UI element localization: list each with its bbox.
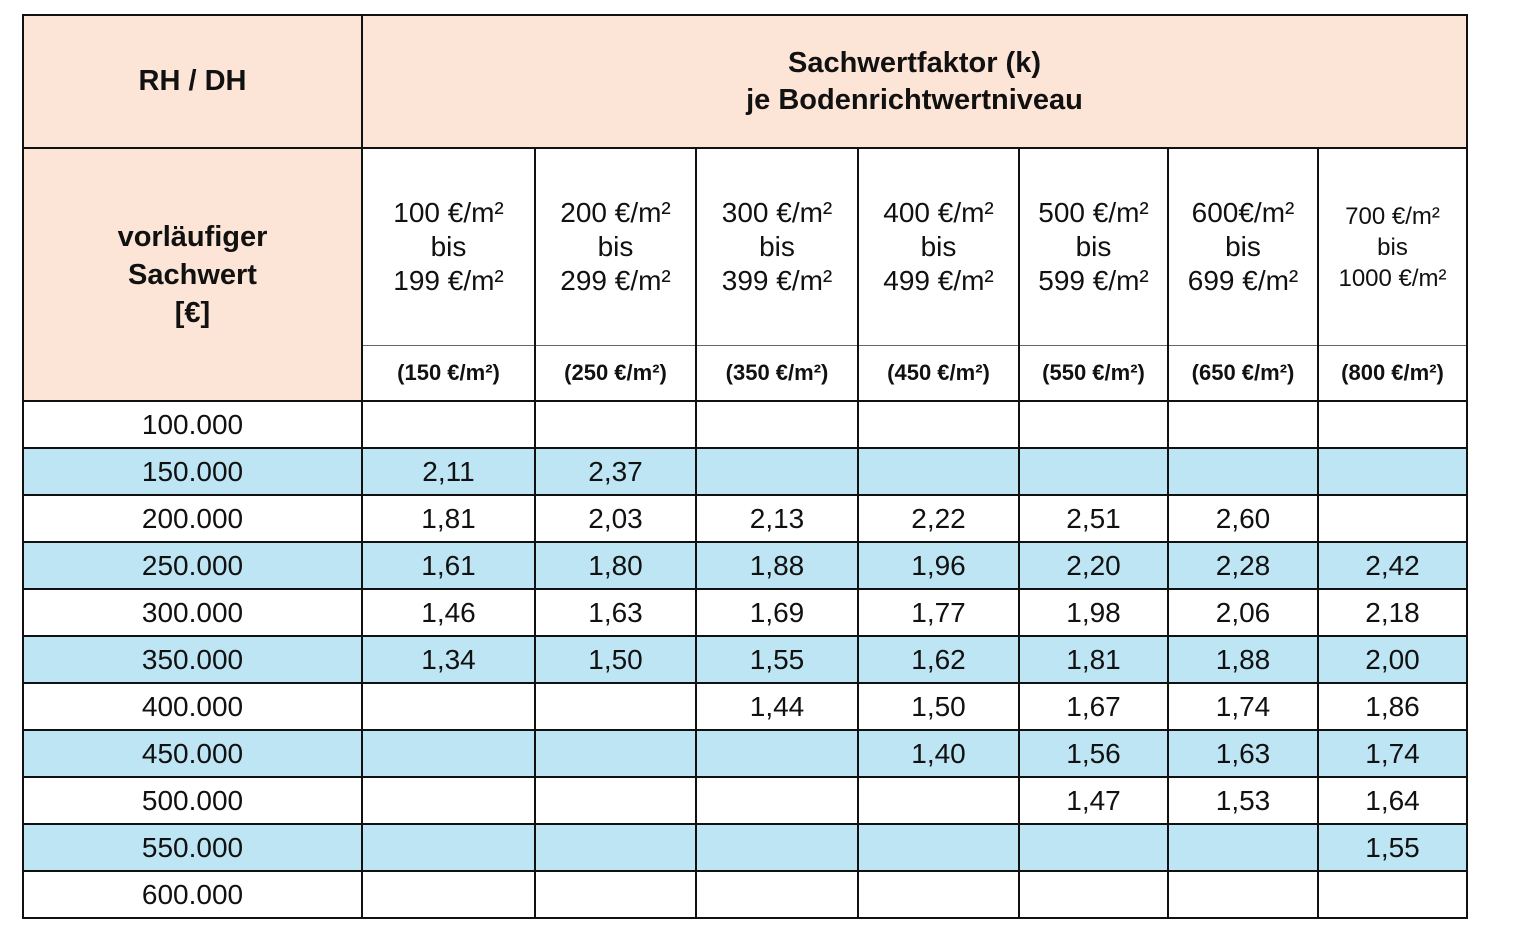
sachwert-row-label: 300.000 [23,589,362,636]
range-bis: bis [1377,233,1408,261]
factor-cell: 1,81 [1019,636,1168,683]
table-title [362,15,1467,148]
column-mid-value: (800 €/m²) [1318,346,1467,402]
factor-cell: 2,22 [858,495,1019,542]
factor-cell [1318,871,1467,918]
table-row [23,683,1467,730]
factor-cell: 2,51 [1019,495,1168,542]
factor-cell: 1,46 [362,589,535,636]
range-bis: bis [1075,231,1112,262]
factor-cell: 2,13 [696,495,858,542]
factor-cell: 1,55 [696,636,858,683]
table-row [23,777,1467,824]
vorlaeufiger-sachwert-header [23,148,362,401]
column-range-header [1168,148,1318,346]
factor-cell: 1,62 [858,636,1019,683]
sachwertfaktor-table-wrapper [22,14,1468,919]
factor-cell: 2,37 [535,448,696,495]
column-range-header [696,148,858,346]
factor-cell [535,730,696,777]
factor-cell [362,871,535,918]
sachwert-row-label: 100.000 [23,401,362,448]
factor-cell [1168,401,1318,448]
factor-cell: 2,03 [535,495,696,542]
table-row [23,448,1467,495]
factor-cell: 1,88 [696,542,858,589]
factor-cell [696,824,858,871]
factor-cell [362,824,535,871]
sachwert-row-label: 200.000 [23,495,362,542]
factor-cell [1168,448,1318,495]
range-bis: bis [430,231,467,262]
sachwert-row-label: 500.000 [23,777,362,824]
factor-cell: 1,63 [535,589,696,636]
factor-cell [535,871,696,918]
column-range-header [535,148,696,346]
table-row [23,542,1467,589]
factor-cell [858,401,1019,448]
factor-cell: 2,11 [362,448,535,495]
column-mid-value: (550 €/m²) [1019,346,1168,402]
factor-cell [1019,401,1168,448]
factor-cell: 1,74 [1318,730,1467,777]
factor-cell [362,401,535,448]
factor-cell [696,871,858,918]
table-row [23,401,1467,448]
range-from: 500 €/m² [1038,197,1149,228]
column-mid-value: (250 €/m²) [535,346,696,402]
factor-cell [1318,401,1467,448]
range-from: 100 €/m² [393,197,504,228]
factor-cell: 1,88 [1168,636,1318,683]
factor-cell: 1,81 [362,495,535,542]
factor-cell [1318,448,1467,495]
range-to: 599 €/m² [1038,265,1149,296]
range-to: 699 €/m² [1187,265,1299,296]
factor-cell: 1,34 [362,636,535,683]
factor-cell [858,871,1019,918]
factor-cell [362,730,535,777]
factor-cell [1168,824,1318,871]
column-mid-value: (350 €/m²) [696,346,858,402]
factor-cell: 2,60 [1168,495,1318,542]
sachwert-row-label: 400.000 [23,683,362,730]
factor-cell [535,777,696,824]
factor-cell: 1,47 [1019,777,1168,824]
range-to: 399 €/m² [721,265,833,296]
sachwertfaktor-table [22,14,1468,919]
column-range-header [1019,148,1168,346]
table-row [23,824,1467,871]
factor-cell: 1,80 [535,542,696,589]
rh-dh-header: RH / DH [23,15,362,148]
factor-cell: 1,64 [1318,777,1467,824]
factor-cell [535,824,696,871]
table-row [23,495,1467,542]
factor-cell: 1,69 [696,589,858,636]
factor-cell [858,777,1019,824]
factor-cell: 1,44 [696,683,858,730]
factor-cell: 1,86 [1318,683,1467,730]
factor-cell: 1,96 [858,542,1019,589]
factor-cell: 1,50 [535,636,696,683]
title-line-2: je Bodenrichtwertniveau [746,83,1083,116]
range-from: 400 €/m² [883,197,994,228]
factor-cell: 1,77 [858,589,1019,636]
range-to: 499 €/m² [883,265,994,296]
range-bis: bis [597,231,634,262]
column-range-header [1318,148,1467,346]
sachwert-row-label: 250.000 [23,542,362,589]
range-bis: bis [759,231,795,262]
factor-cell [1019,871,1168,918]
range-from: 300 €/m² [721,197,833,228]
factor-cell [696,777,858,824]
factor-cell: 2,18 [1318,589,1467,636]
column-range-header [362,148,535,346]
table-row [23,871,1467,918]
factor-cell [858,824,1019,871]
sachwert-line-3: [€] [174,296,211,329]
factor-cell: 1,53 [1168,777,1318,824]
sachwert-row-label: 150.000 [23,448,362,495]
factor-cell [696,730,858,777]
factor-cell: 2,28 [1168,542,1318,589]
column-mid-value: (150 €/m²) [362,346,535,402]
range-from: 700 €/m² [1345,202,1440,230]
table-row [23,730,1467,777]
factor-cell [696,401,858,448]
sachwert-row-label: 350.000 [23,636,362,683]
range-to: 1000 €/m² [1338,264,1447,292]
factor-cell [696,448,858,495]
range-to: 199 €/m² [393,265,504,296]
factor-cell: 2,06 [1168,589,1318,636]
factor-cell [1168,871,1318,918]
factor-cell: 1,40 [858,730,1019,777]
sachwert-row-label: 550.000 [23,824,362,871]
factor-cell [535,683,696,730]
title-line-1: Sachwertfaktor (k) [787,46,1041,79]
table-row [23,636,1467,683]
range-from: 600€/m² [1191,197,1295,228]
factor-cell: 1,67 [1019,683,1168,730]
factor-cell: 1,63 [1168,730,1318,777]
factor-cell [1318,495,1467,542]
factor-cell: 2,00 [1318,636,1467,683]
column-range-header [858,148,1019,346]
factor-cell [535,401,696,448]
factor-cell: 1,74 [1168,683,1318,730]
range-to: 299 €/m² [560,265,671,296]
sachwert-line-1: vorläufiger [117,220,268,253]
factor-cell [858,448,1019,495]
column-mid-value: (650 €/m²) [1168,346,1318,402]
sachwert-row-label: 450.000 [23,730,362,777]
factor-cell [362,777,535,824]
factor-cell [362,683,535,730]
range-bis: bis [920,231,957,262]
factor-cell: 1,61 [362,542,535,589]
factor-cell [1019,824,1168,871]
column-mid-value: (450 €/m²) [858,346,1019,402]
range-bis: bis [1225,231,1261,262]
factor-cell: 1,98 [1019,589,1168,636]
factor-cell [1019,448,1168,495]
factor-cell: 2,20 [1019,542,1168,589]
factor-cell: 2,42 [1318,542,1467,589]
table-row [23,589,1467,636]
factor-cell: 1,56 [1019,730,1168,777]
factor-cell: 1,55 [1318,824,1467,871]
factor-cell: 1,50 [858,683,1019,730]
sachwert-line-2: Sachwert [128,258,257,291]
sachwert-row-label: 600.000 [23,871,362,918]
range-from: 200 €/m² [560,197,671,228]
